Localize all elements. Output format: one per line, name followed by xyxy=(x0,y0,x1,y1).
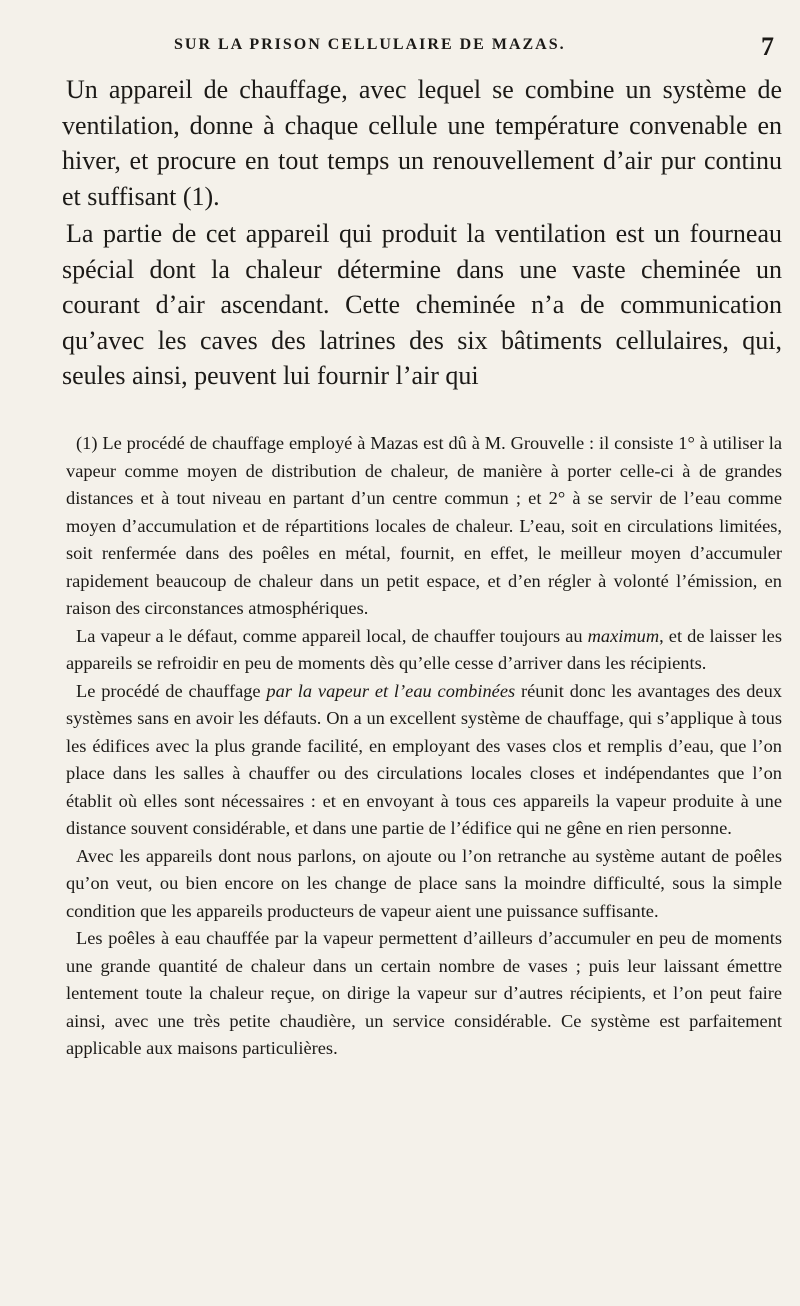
running-head: SUR LA PRISON CELLULAIRE DE MAZAS. xyxy=(174,36,566,53)
page-number: 7 xyxy=(761,32,774,61)
footnote-italic-text: maximum xyxy=(587,625,660,646)
footnote-paragraph: (1) Le procédé de chauffage employé à Mazas est dû à M. Grouvelle : il consiste 1° à utiliser la vapeur comme moyen de distribution de chaleur, de manière à porter celle-ci à de grandes distances et à tout niveau en partant d’un centre commun ; et 2° à se servir de l’eau comme moyen d’accumulation et de répartitions locales de chaleur. L’eau, soit en circulations limitées, soit renfermée dans des poêles en métal, fournit, en effet, le meilleur moyen d’accumuler rapidement beaucoup de chaleur dans un petit espace, et d’en régler à volonté l’émission, en raison des circonstances atmosphériques. xyxy=(66,433,782,618)
footnote-text: réunit donc les avantages des deux systèmes sans en avoir les défauts. On a un excellent système de chauffage, qui s’applique à tous les édifices avec la plus grande facilité, en employant des vases clos et remplis d’eau, que l’on place dans les salles à chauffer ou des circulations locales closes et indépendantes que l’on établit où elles sont nécessaires : et en envoyant à tous ces appareils la vapeur produite à une distance souvent considérable, et dans une partie de l’édifice qui ne gêne en rien personne. xyxy=(66,680,782,838)
main-text xyxy=(62,72,782,394)
footnote-italic-text: par la vapeur et l’eau combinées xyxy=(266,680,516,701)
footnote-text: Le procédé de chauffage xyxy=(76,680,267,701)
footnote-text: La vapeur a le défaut, comme appareil local, de chauffer toujours au xyxy=(76,625,588,646)
footnote-paragraph: Les poêles à eau chauffée par la vapeur permettent d’ailleurs d’accumuler en peu de moments une grande quantité de chaleur dans un certain nombre de vases ; puis leur laissant émettre lentement toute la chaleur reçue, on dirige la vapeur sur d’autres récipients, et l’on peut faire ainsi, avec une très petite chaudière, un service considérable. Ce système est parfaitement applicable aux maisons particulières. xyxy=(66,928,782,1058)
body-paragraph: La partie de cet appareil qui produit la ventilation est un fourneau spécial dont la chaleur détermine dans une vaste cheminée un courant d’air ascendant. Cette cheminée n’a de communication qu’avec les caves des latrines des six bâtiments cellulaires, qui, seules ainsi, peuvent lui fournir l’air qui xyxy=(62,219,782,390)
footnote-paragraph xyxy=(66,623,782,678)
footnote-block xyxy=(66,430,782,1063)
page-header xyxy=(62,32,774,62)
footnote-paragraph xyxy=(66,678,782,843)
footnote-paragraph: Avec les appareils dont nous parlons, on ajoute ou l’on retranche au système autant de poêles qu’on veut, ou bien encore on les change de place sans la moindre difficulté, sous la simple condition que les appareils producteurs de vapeur aient une puissance suffisante. xyxy=(66,845,782,921)
footnote-text: , et de laisser les appareils se refroidir en peu de moments dès qu’elle cesse d’arriver dans les récipients. xyxy=(66,625,782,673)
body-paragraph: Un appareil de chauffage, avec lequel se combine un système de ventilation, donne à chaque cellule une température convenable en hiver, et procure en tout temps un renouvellement d’air pur continu et suffisant (1). xyxy=(62,75,782,211)
